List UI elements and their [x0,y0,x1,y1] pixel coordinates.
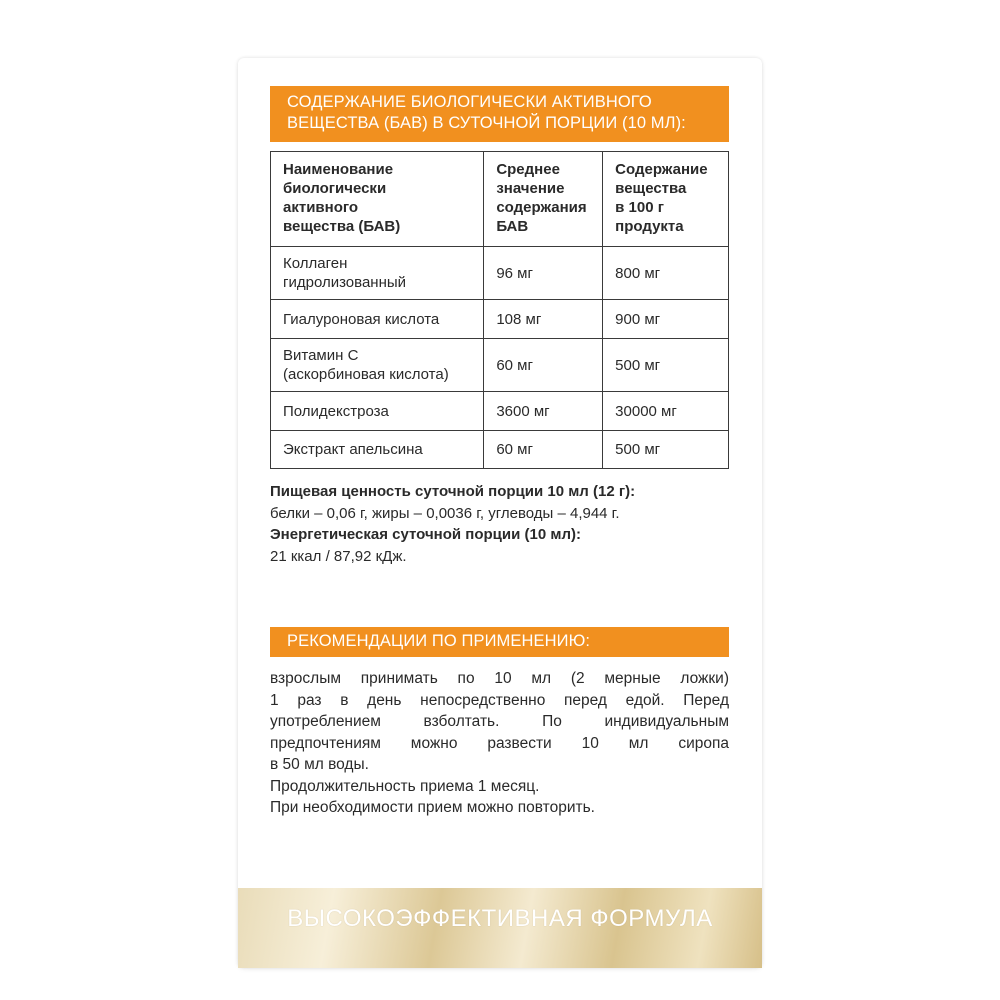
cell-name [271,247,484,300]
cell-per-100g: 30000 мг [603,392,729,431]
cell-name [271,392,484,431]
bav-table [270,151,729,469]
cell-per-100g: 500 мг [603,339,729,392]
cell-name-line: Экстракт апельсина [283,441,423,458]
cell-average: 3600 мг [484,392,603,431]
header-per-100g-line: в 100 г [615,199,665,216]
cell-name-line: (аскорбиновая кислота) [283,366,449,383]
header-name-line: вещества (БАВ) [283,218,401,235]
cell-name-line: Витамин С [283,347,359,364]
header-average-line: содержания [496,199,587,216]
cell-name-line: Коллаген [283,255,348,272]
energy-title: Энергетическая суточной порции (10 мл): [270,526,581,543]
header-name [271,152,484,247]
cell-name-line: Полидекстроза [283,402,389,420]
header-average-line: Среднее [496,161,560,178]
cell-name [271,431,484,469]
cell-average: 96 мг [484,247,603,300]
energy-values: 21 ккал / 87,92 кДж. [270,547,407,565]
header-per-100g-line: вещества [615,180,687,197]
recommendation-duration: Продолжительность приема 1 месяц. [270,777,540,795]
header-average [484,152,603,247]
header-per-100g-line: Содержание [615,161,708,178]
header-average-line: БАВ [496,218,529,235]
header-name-line: активного [283,199,359,216]
cell-average: 108 мг [484,300,603,339]
bav-banner-line-1: СОДЕРЖАНИЕ БИОЛОГИЧЕСКИ АКТИВНОГО [287,93,652,111]
recommendation-line: 1 раз в день непосредственно перед едой. Перед [270,691,729,709]
table-row [271,392,729,431]
recommendation-repeat: При необходимости прием можно повторить. [270,799,595,816]
header-average-line: значение [496,180,565,197]
header-name-line: биологически [283,180,387,197]
recommendation-line: предпочтениям можно развести 10 мл сиропа [270,734,729,752]
nutrition-title: Пищевая ценность суточной порции 10 мл (12 г): [270,483,636,500]
recommendations-banner [270,627,729,657]
cell-per-100g: 900 мг [603,300,729,339]
table-row [271,300,729,339]
header-per-100g-line: продукта [615,218,684,235]
header-per-100g [603,152,729,247]
recommendations-text [270,668,729,819]
cell-name [271,339,484,392]
cell-name-line: гидролизованный [283,274,407,291]
recommendation-line: в 50 мл воды. [270,756,369,773]
recommendations-heading: РЕКОМЕНДАЦИИ ПО ПРИМЕНЕНИЮ: [287,632,591,650]
cell-per-100g: 800 мг [603,247,729,300]
table-row [271,339,729,392]
cell-average: 60 мг [484,339,603,392]
table-row [271,247,729,300]
cell-name [271,300,484,339]
cell-average: 60 мг [484,431,603,469]
header-name-line: Наименование [283,161,394,178]
nutrition-values: белки – 0,06 г, жиры – 0,0036 г, углеводы – 4,944 г. [270,504,620,522]
cell-name-line: Гиалуроновая кислота [283,310,440,328]
recommendation-line: употреблением взболтать. По индивидуальным [270,713,729,730]
footer-slogan: ВЫСОКОЭФФЕКТИВНАЯ ФОРМУЛА [287,905,713,932]
bav-content-banner [270,86,729,142]
recommendation-line: взрослым принимать по 10 мл (2 мерные ложки) [270,670,729,687]
bav-banner-line-2: ВЕЩЕСТВА (БАВ) В СУТОЧНОЙ ПОРЦИИ (10 МЛ): [287,114,686,132]
table-row [271,431,729,469]
nutrition-block [270,481,729,567]
table-header-row [271,152,729,247]
cell-per-100g: 500 мг [603,431,729,469]
